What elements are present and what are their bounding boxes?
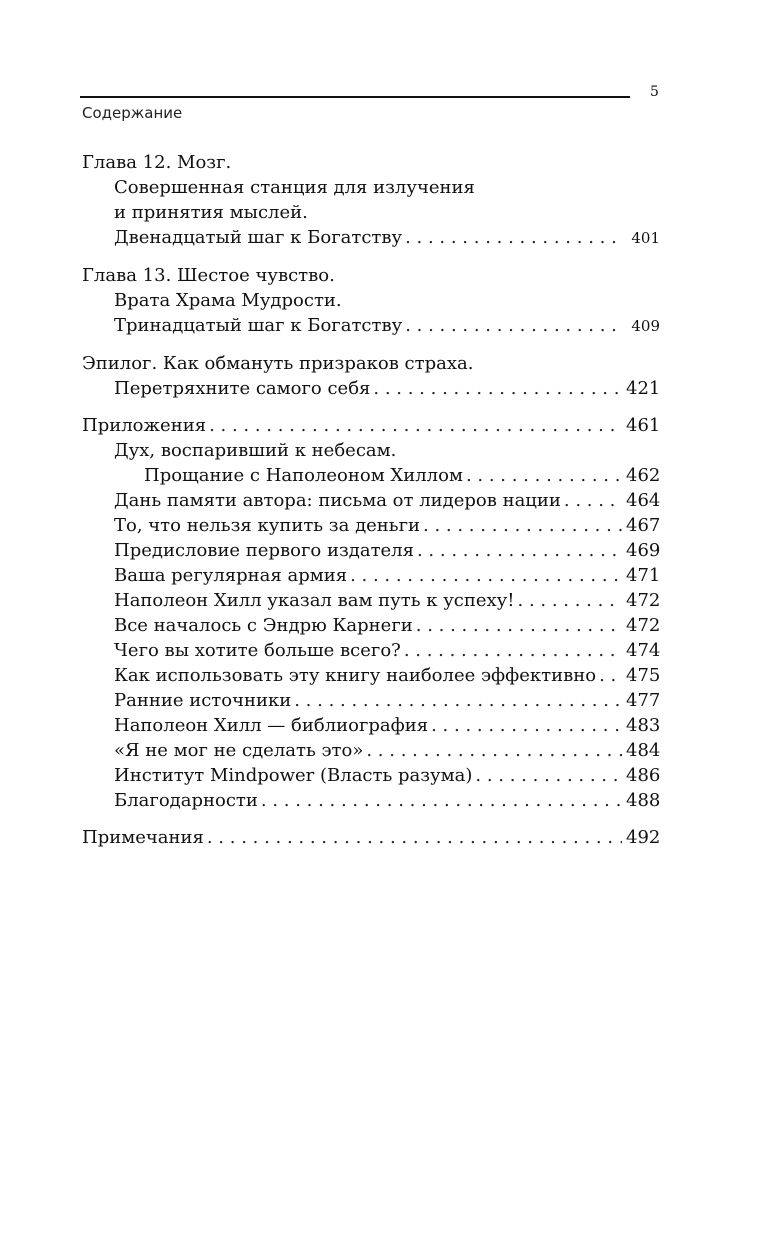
dot-leader [350, 563, 622, 588]
toc-epilogue [82, 351, 660, 401]
toc-entry[interactable] [82, 613, 660, 638]
entry-title: Прощание с Наполеоном Хиллом [144, 465, 463, 486]
chapter-subtitle: Совершенная станция для излучения [114, 177, 475, 198]
dot-leader [518, 588, 622, 613]
page-ref: 483 [626, 715, 661, 736]
page-ref: 467 [626, 515, 661, 536]
dot-leader [417, 538, 622, 563]
page-ref: 462 [626, 465, 661, 486]
toc-entry[interactable] [82, 763, 660, 788]
toc-entry[interactable] [82, 413, 660, 438]
toc-entry[interactable] [82, 225, 660, 251]
toc-entry[interactable] [82, 688, 660, 713]
dot-leader [294, 688, 622, 713]
entry-title: Чего вы хотите больше всего? [114, 640, 401, 661]
dot-leader [475, 763, 622, 788]
page-ref: 409 [631, 317, 660, 335]
dot-leader [209, 413, 622, 438]
dot-leader [373, 376, 622, 401]
toc-entry[interactable] [82, 738, 660, 763]
entry-title: Приложения [82, 415, 207, 436]
page-ref: 477 [626, 690, 661, 711]
toc-entry[interactable] [82, 588, 660, 613]
dot-leader [404, 638, 622, 663]
page-ref: 484 [626, 740, 661, 761]
running-head: Содержание [82, 104, 183, 122]
toc-entry[interactable] [82, 463, 660, 488]
toc-entry[interactable] [82, 488, 660, 513]
entry-title: Институт Mindpower (Власть разума) [114, 765, 473, 786]
page-ref: 469 [626, 540, 661, 561]
dot-leader [423, 513, 622, 538]
chapter-title: Эпилог. Как обмануть призраков страха. [82, 353, 474, 374]
toc-entry[interactable] [82, 313, 660, 339]
chapter-subtitle: Врата Храма Мудрости. [114, 290, 342, 311]
entry-title: Перетряхните самого себя [114, 378, 371, 399]
dot-leader [261, 788, 622, 813]
toc-chapter-12 [82, 150, 660, 251]
toc-entry[interactable] [82, 788, 660, 813]
toc-entry[interactable] [82, 638, 660, 663]
page-ref: 488 [626, 790, 661, 811]
page-ref: 464 [626, 490, 661, 511]
page-ref: 486 [626, 765, 661, 786]
entry-title: Все началось с Эндрю Карнеги [114, 615, 413, 636]
page-ref: 492 [626, 827, 661, 848]
page-ref: 475 [626, 665, 661, 686]
dot-leader [599, 663, 622, 688]
entry-title: Наполеон Хилл — библиография [114, 715, 429, 736]
entry-title: Примечания [82, 827, 204, 848]
toc-notes [82, 825, 660, 850]
entry-title: Наполеон Хилл указал вам путь к успеху! [114, 590, 515, 611]
toc-entry[interactable] [82, 376, 660, 401]
toc-entry[interactable] [82, 663, 660, 688]
chapter-title: Глава 12. Мозг. [82, 152, 232, 173]
dot-leader [416, 613, 622, 638]
page-number: 5 [650, 84, 659, 100]
page-ref: 471 [626, 565, 661, 586]
entry-title: Двенадцатый шаг к Богатству [114, 227, 403, 248]
toc-entry[interactable] [82, 563, 660, 588]
entry-title: Ранние источники [114, 690, 292, 711]
entry-title: То, что нельзя купить за деньги [114, 515, 421, 536]
entry-title: Как использовать эту книгу наиболее эффективно [114, 665, 597, 686]
page-ref: 474 [626, 640, 661, 661]
dot-leader [207, 825, 622, 850]
entry-title: Дух, воспаривший к небесам. [114, 440, 397, 461]
page-ref: 461 [626, 415, 661, 436]
toc-chapter-13 [82, 263, 660, 339]
entry-title: Тринадцатый шаг к Богатству [114, 315, 403, 336]
dot-leader [405, 225, 622, 250]
toc-entry[interactable] [82, 513, 660, 538]
page-ref: 401 [631, 229, 660, 247]
toc-entry[interactable] [82, 713, 660, 738]
toc-entry[interactable] [82, 538, 660, 563]
toc-appendices [82, 413, 660, 813]
dot-leader [564, 488, 622, 513]
chapter-title: Глава 13. Шестое чувство. [82, 265, 335, 286]
page-ref: 472 [626, 590, 661, 611]
table-of-contents [82, 150, 660, 862]
dot-leader [466, 463, 622, 488]
entry-title: Предисловие первого издателя [114, 540, 414, 561]
dot-leader [431, 713, 622, 738]
page-ref: 472 [626, 615, 661, 636]
entry-title: Дань памяти автора: письма от лидеров нации [114, 490, 561, 511]
toc-entry[interactable] [82, 825, 660, 850]
dot-leader [405, 313, 622, 338]
page-ref: 421 [626, 378, 661, 399]
header-rule [80, 96, 630, 98]
dot-leader [366, 738, 622, 763]
chapter-subtitle: и принятия мыслей. [114, 202, 308, 223]
entry-title: Ваша регулярная армия [114, 565, 348, 586]
entry-title: «Я не мог не сделать это» [114, 740, 364, 761]
entry-title: Благодарности [114, 790, 258, 811]
